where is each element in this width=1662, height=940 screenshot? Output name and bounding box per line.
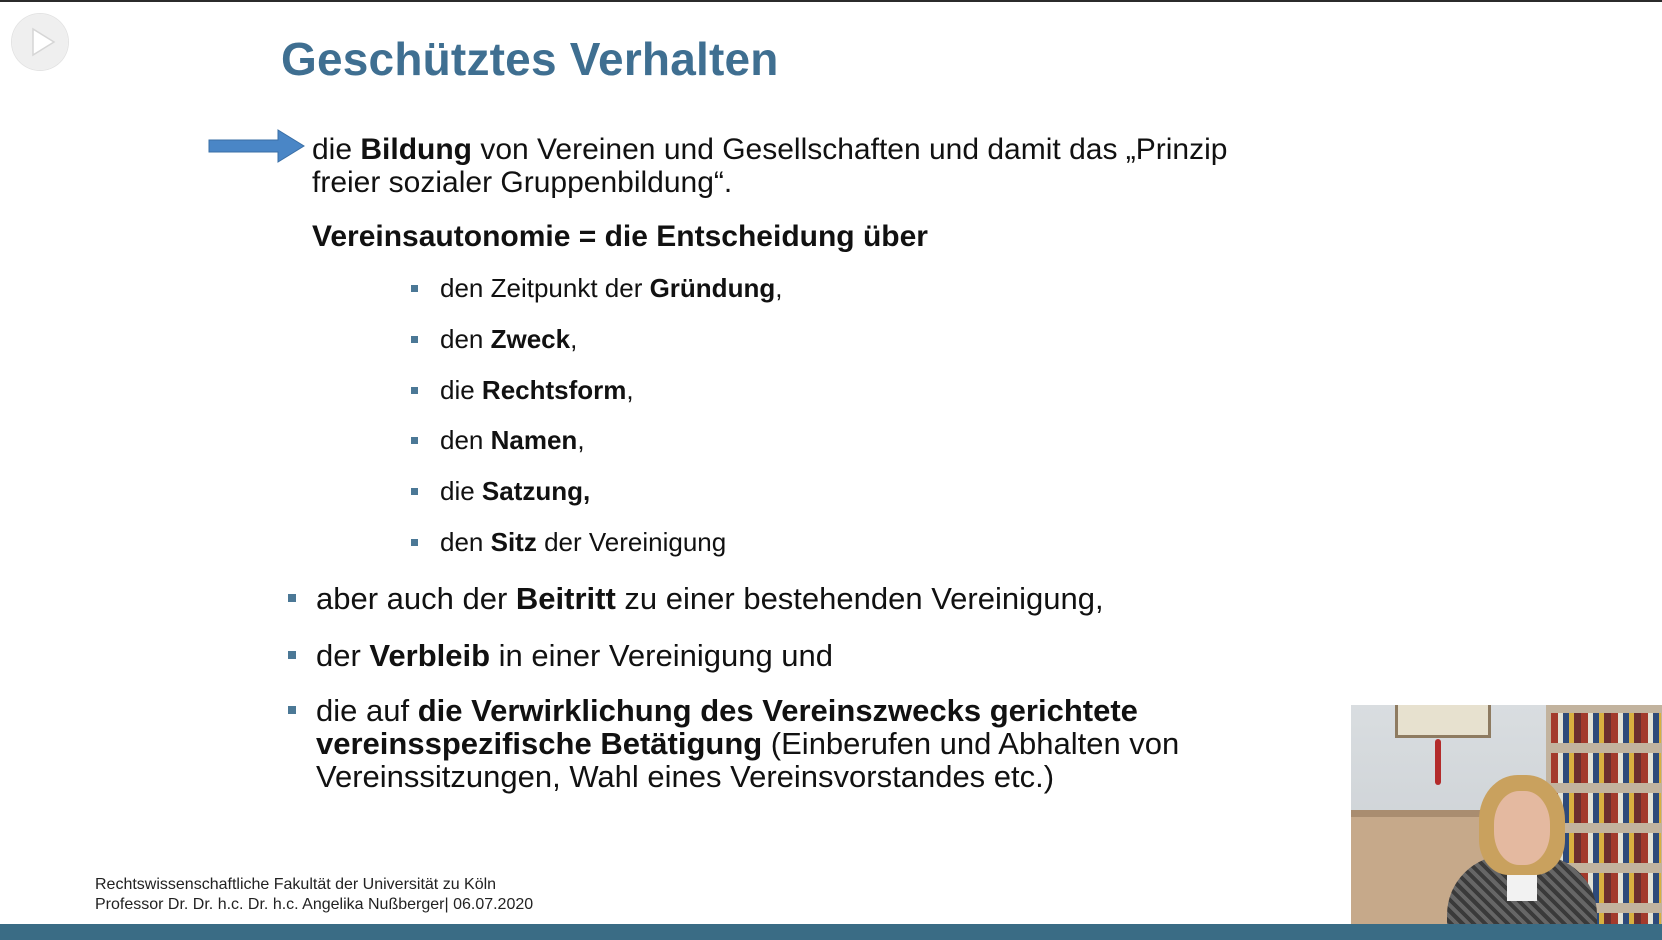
text-run: aber auch der (316, 581, 516, 616)
item-line (316, 639, 833, 672)
bullet-icon (411, 285, 418, 292)
item-line (316, 760, 1179, 793)
text-run: die (440, 375, 482, 405)
text-run: den (440, 527, 491, 557)
text-run: der (316, 638, 370, 673)
text-run: , (570, 324, 578, 354)
item-line (316, 727, 1179, 760)
bullet-icon (288, 651, 296, 659)
text-run: , (577, 425, 585, 455)
bullet-icon (411, 336, 418, 343)
bold-run: Beitritt (515, 581, 616, 616)
item-line (316, 582, 1104, 615)
protected-conduct-item (316, 639, 833, 672)
autonomy-list-item (440, 273, 782, 304)
text-run: , (626, 375, 634, 405)
wall-picture (1395, 705, 1491, 738)
text-run: die (440, 476, 482, 506)
bottom-bar (0, 924, 1662, 940)
text-run: den Zeitpunkt der (440, 273, 650, 303)
play-icon (12, 14, 68, 70)
bold-run: Rechtsform (481, 375, 627, 405)
text-run: der Vereinigung (536, 527, 727, 557)
intro-text (312, 133, 1312, 199)
bold-run: Namen (490, 425, 578, 455)
autonomy-list-item (440, 324, 577, 355)
bold-run: Gründung (649, 273, 776, 303)
bullet-icon (411, 539, 418, 546)
footer-author-date: Professor Dr. Dr. h.c. Dr. h.c. Angelika Nußberger| 06.07.2020 (95, 896, 534, 913)
autonomy-list-item (440, 527, 726, 558)
bullet-icon (288, 594, 296, 602)
bold-run: Satzung, (481, 476, 591, 506)
text-run: die (312, 133, 361, 166)
footer-faculty: Rechtswissenschaftliche Fakultät der Universität zu Köln (95, 876, 497, 893)
text-run: , (775, 273, 783, 303)
bullet-icon (411, 488, 418, 495)
text-run: (Einberufen und Abhalten von (762, 726, 1180, 761)
text-run: in einer Vereinigung und (490, 638, 834, 673)
slide-footer (95, 875, 533, 915)
top-border (0, 0, 1662, 2)
text-run: den (440, 425, 491, 455)
bold-run: Sitz (490, 527, 537, 557)
bold-run: Bildung (360, 133, 473, 166)
autonomy-list-item (440, 425, 585, 456)
bullet-icon (411, 437, 418, 444)
autonomy-heading: Vereinsautonomie = die Entscheidung über (312, 220, 928, 253)
bullet-icon (411, 387, 418, 394)
intro-line-2: freier sozialer Gruppenbildung“. (312, 166, 733, 199)
text-run: die auf (316, 693, 418, 728)
bold-run: Zweck (490, 324, 571, 354)
bold-run: Verbleib (369, 638, 491, 673)
bold-run: vereinsspezifische Betätigung (316, 726, 763, 761)
intro-line-1 (312, 133, 1312, 166)
right-arrow-icon (208, 128, 306, 164)
item-line (316, 694, 1179, 727)
protected-conduct-item (316, 582, 1104, 615)
text-run: Vereinssitzungen, Wahl eines Vereinsvorstandes etc.) (316, 759, 1055, 794)
autonomy-list-item (440, 375, 634, 406)
bullet-icon (288, 706, 296, 714)
text-run: den (440, 324, 491, 354)
play-button[interactable] (12, 14, 68, 70)
autonomy-list-item (440, 476, 590, 507)
protected-conduct-item (316, 694, 1179, 793)
text-run: von Vereinen und Gesellschaften und damit das „Prinzip (472, 133, 1228, 166)
bold-run: die Verwirklichung des Vereinszwecks gerichtete (417, 693, 1138, 728)
slide-title: Geschütztes Verhalten (281, 33, 779, 85)
hanging-ornament (1435, 739, 1441, 785)
text-run: zu einer bestehenden Vereinigung, (615, 581, 1104, 616)
presenter-webcam (1351, 705, 1662, 940)
